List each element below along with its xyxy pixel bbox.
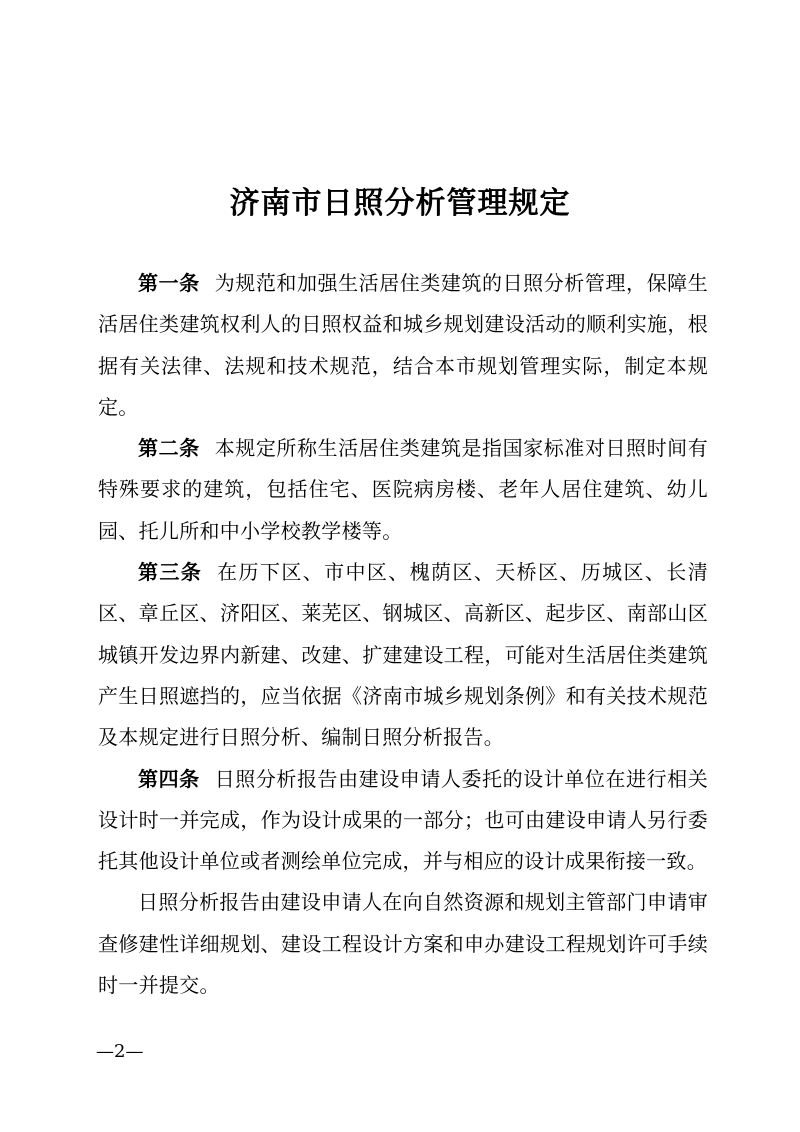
page-number: —2— (96, 1041, 144, 1062)
article-3-text: 在历下区、市中区、槐荫区、天桥区、历城区、长清区、章丘区、济阳区、莱芜区、钢城区、高新区、起步区、南部山区城镇开发边界内新建、改建、扩建建设工程，可能对生活居住类建筑产生日照遮挡的，应当依据《济南市城乡规划条例》和有关技术规范及本规定进行日照分析、编制日照分析报告。 (98, 560, 708, 750)
article-3-paragraph (98, 552, 708, 758)
article-4-continuation-text: 日照分析报告由建设申请人在向自然资源和规划主管部门申请审查修建性详细规划、建设工程设计方案和申办建设工程规划许可手续时一并提交。 (98, 890, 708, 998)
article-4-text: 日照分析报告由建设申请人委托的设计单位在进行相关设计时一并完成，作为设计成果的一部分；也可由建设申请人另行委托其他设计单位或者测绘单位完成，并与相应的设计成果衔接一致。 (98, 766, 708, 874)
article-4-continuation-paragraph (98, 882, 708, 1006)
article-2-paragraph (98, 428, 708, 552)
article-4-paragraph (98, 759, 708, 883)
article-1-paragraph (98, 263, 708, 428)
page-title: 济南市日照分析管理规定 (229, 186, 571, 221)
article-4-label: 第四条 (138, 766, 200, 791)
article-2-label: 第二条 (138, 436, 200, 461)
article-2-text: 本规定所称生活居住类建筑是指国家标准对日照时间有特殊要求的建筑，包括住宅、医院病房楼、老年人居住建筑、幼儿园、托儿所和中小学校教学楼等。 (98, 436, 708, 543)
article-3-label: 第三条 (138, 560, 203, 585)
article-1-text: 为规范和加强生活居住类建筑的日照分析管理，保障生活居住类建筑权利人的日照权益和城乡规划建设活动的顺利实施，根据有关法律、法规和技术规范，结合本市规划管理实际，制定本规定。 (98, 271, 708, 419)
document-body (98, 263, 708, 1006)
article-1-label: 第一条 (138, 271, 200, 295)
